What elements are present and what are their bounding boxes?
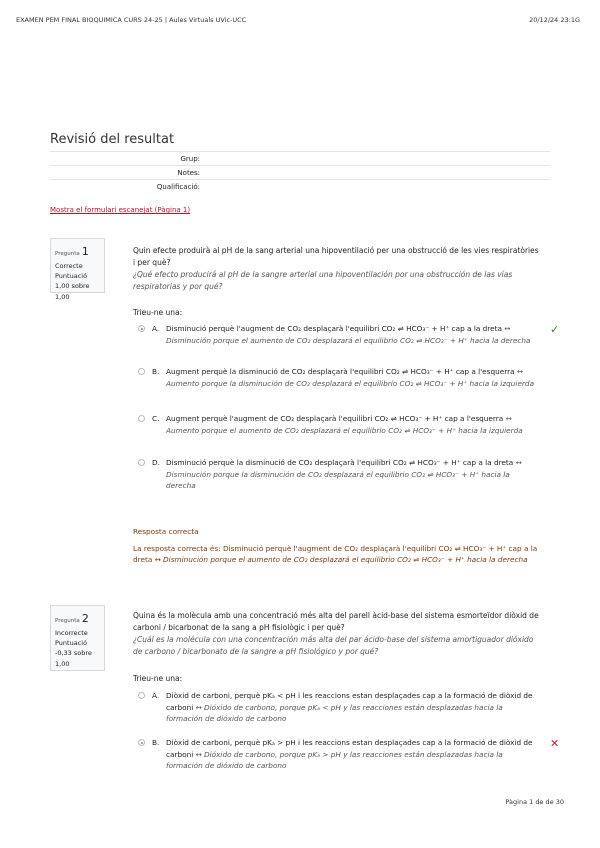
document-header-title: EXAMEN PEM FINAL BIOQUIMICA CURS 24-25 | Aules Virtuals UVic-UCC: [16, 16, 247, 24]
option-letter: B.: [152, 367, 160, 376]
answer-option-b[interactable]: [138, 737, 560, 772]
question-text: [133, 245, 543, 293]
option-text: Disminució perquè la disminució de CO₂ desplaçarà l'equilibri CO₂ ⇌ HCO₃⁻ + H⁺ cap a la dreta: [166, 458, 514, 467]
question-score: Puntuació -0,33 sobre 1,00: [55, 638, 92, 668]
question-info-box: [50, 238, 105, 301]
option-text-es: ↔ Dióxido de carbono, porque pKₐ < pH y las reacciones están desplazadas hacia la formación de dióxido de carbono: [166, 702, 503, 724]
choose-one-label: Trieu-ne una:: [133, 308, 183, 317]
feedback-title: Resposta correcta: [133, 527, 199, 536]
option-text-es: ↔ Disminución porque la disminución de CO₂ desplazará el equilibrio CO₂ ⇌ HCO₃⁻ + H⁺ hacia la derecha: [166, 458, 522, 491]
option-letter: A.: [152, 324, 160, 333]
radio-button[interactable]: [138, 739, 145, 746]
answer-option-a[interactable]: [138, 690, 538, 725]
question-score: Puntuació 1,00 sobre 1,00: [55, 271, 90, 301]
answer-option-c[interactable]: [138, 413, 538, 436]
question-text-es: ¿Cuál es la molécula con una concentración más alta del par ácido-base del sistema amortiguador dióxido de carbono / bicarbonato de la sangre a pH fisiológico y por qué?: [133, 635, 534, 656]
answer-option-a[interactable]: [138, 323, 560, 346]
info-row-notes: [50, 165, 550, 179]
info-row-grade: [50, 179, 550, 193]
option-text-es: ↔ Disminución porque el aumento de CO₂ desplazará el equilibrio CO₂ ⇌ HCO₃⁻ + H⁺ hacia la derecha: [166, 324, 531, 345]
option-text-es: ↔ Dióxido de carbono, porque pKₐ > pH y las reacciones están desplazadas hacia la formación de dióxido de carbono: [166, 749, 503, 771]
radio-button[interactable]: [138, 325, 145, 332]
question-state: Correcte: [55, 261, 83, 270]
question-number: 1: [81, 245, 89, 258]
question-label: Pregunta: [55, 251, 80, 257]
question-number: 2: [81, 612, 89, 625]
question-label: Pregunta: [55, 618, 80, 624]
info-label: Notes:: [177, 169, 200, 177]
feedback-text: La resposta correcta és: Disminució perquè l'augment de CO₂ desplaçarà l'equilibri CO₂ ⇌ HCO₃⁻ + H⁺ cap a la dreta: [133, 543, 538, 565]
info-label: Qualificació:: [156, 183, 200, 191]
feedback-box: [133, 526, 543, 566]
option-letter: B.: [152, 738, 160, 747]
question-info-box: [50, 605, 105, 671]
option-text: Diòxid de carboni, perquè pKₐ < pH i les reaccions estan desplaçades cap a la formació de diòxid de carboni: [166, 691, 533, 712]
option-text-es: ↔ Aumento porque el aumento de CO₂ desplazará el equilibrio CO₂ ⇌ HCO₃⁻ + H⁺ hacia la izquierda: [166, 414, 523, 435]
option-letter: D.: [152, 458, 160, 467]
option-letter: C.: [152, 414, 160, 423]
cross-icon: ✕: [550, 737, 560, 750]
question-text: [133, 610, 543, 658]
answer-option-d[interactable]: [138, 457, 538, 492]
option-text: Disminució perquè l'augment de CO₂ desplaçarà l'equilibri CO₂ ⇌ HCO₃⁻ + H⁺ cap a la dreta: [166, 324, 502, 333]
option-text: Augment perquè la disminució de CO₂ desplaçarà l'equilibri CO₂ ⇌ HCO₃⁻ + H⁺ cap a l'esquerra: [166, 367, 515, 376]
check-icon: ✓: [550, 323, 560, 336]
answer-option-b[interactable]: [138, 366, 538, 389]
info-row-group: [50, 151, 550, 165]
radio-button[interactable]: [138, 368, 145, 375]
option-text-es: ↔ Aumento porque la disminución de CO₂ desplazará el equilibrio CO₂ ⇌ HCO₃⁻ + H⁺ hacia la izquierda: [166, 367, 535, 388]
page-title: Revisió del resultat: [50, 132, 175, 147]
option-text: Augment perquè l'augment de CO₂ desplaçarà l'equilibri CO₂ ⇌ HCO₃⁻ + H⁺ cap a l'esquerra: [166, 414, 504, 423]
radio-button[interactable]: [138, 459, 145, 466]
option-letter: A.: [152, 691, 160, 700]
feedback-text-es: ↔ Disminución porque el aumento de CO₂ desplazará el equilibrio CO₂ ⇌ HCO₃⁻ + H⁺ hacia la derecha: [154, 555, 528, 565]
question-state: Incorrecte: [55, 628, 88, 637]
question-text-es: ¿Qué efecto producirá al pH de la sangre arterial una hipoventilación por una obstrucción de las vías respiratorias y por qué?: [133, 270, 513, 291]
question-text-ca: Quina és la molècula amb una concentració més alta del parell àcid-base del sistema esmorteïdor diòxid de carboni / bicarbonat de la sang a pH fisiològic i per què?: [133, 611, 539, 632]
info-label: Grup:: [180, 155, 200, 163]
document-header-datetime: 20/12/24 23:1G: [529, 16, 580, 24]
option-text: Diòxid de carboni, perquè pKₐ > pH i les reaccions estan desplaçades cap a la formació de diòxid de carboni: [166, 738, 533, 759]
scanned-form-link[interactable]: Mostra el formulari escanejat (Pàgina 1): [50, 206, 191, 214]
radio-button[interactable]: [138, 692, 145, 699]
page-number: Pàgina 1 de de 30: [505, 798, 564, 806]
question-text-ca: Quin efecte produirà al pH de la sang arterial una hipoventilació per una obstrucció de les vies respiratòries i per què?: [133, 246, 539, 267]
radio-button[interactable]: [138, 415, 145, 422]
choose-one-label: Trieu-ne una:: [133, 674, 183, 683]
